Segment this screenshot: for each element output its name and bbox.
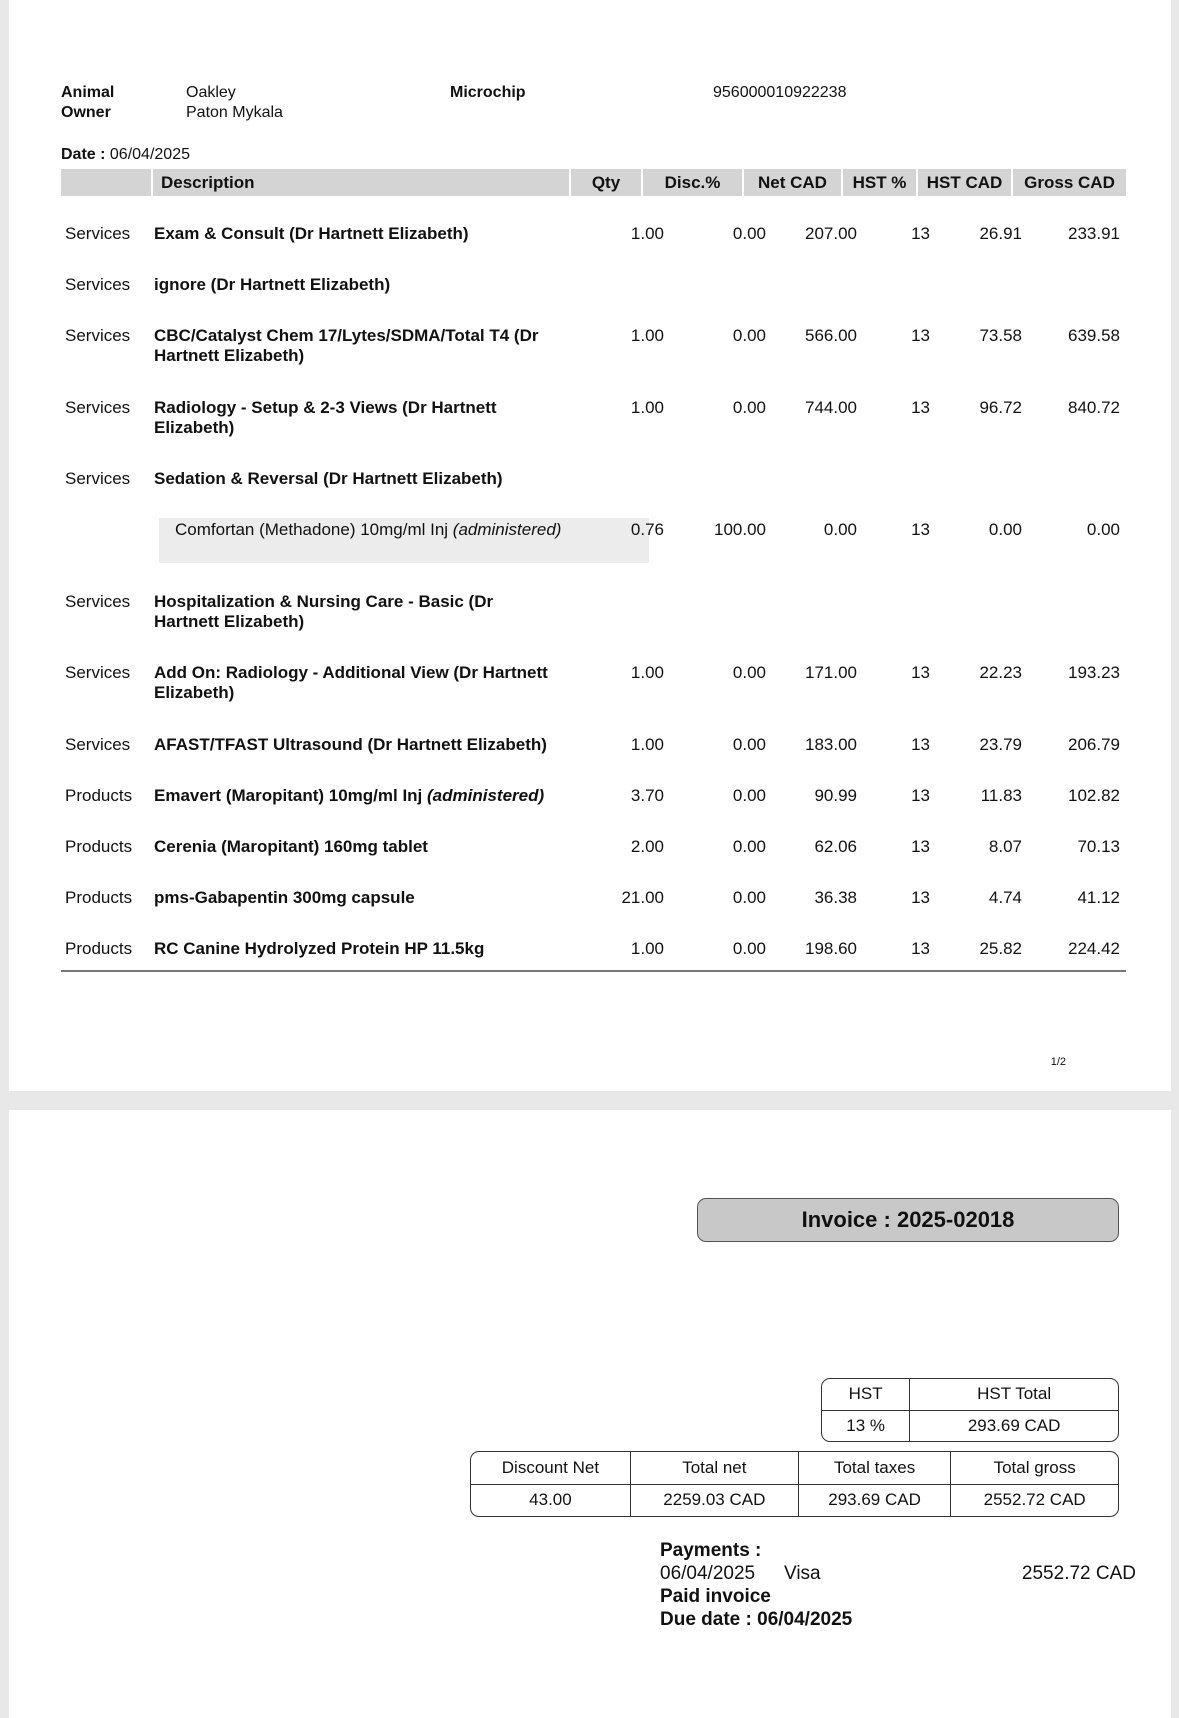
total-gross-value: 2552.72 CAD: [951, 1484, 1118, 1516]
total-taxes-value: 293.69 CAD: [798, 1484, 951, 1516]
row-category: Services: [65, 275, 131, 294]
row-hst-cad: 73.58: [979, 326, 1022, 345]
row-disc: 0.00: [732, 888, 766, 907]
row-hst-cad: 0.00: [988, 520, 1022, 539]
hst-total-value: 293.69 CAD: [910, 1410, 1118, 1441]
row-qty: 1.00: [630, 326, 664, 345]
page-number: 1/2: [1050, 1056, 1066, 1068]
row-description: ignore (Dr Hartnett Elizabeth): [154, 275, 391, 294]
animal-label: Animal: [61, 84, 115, 101]
sub-item-note: (administered): [452, 520, 562, 539]
row-disc: 0.00: [732, 663, 766, 682]
row-net: 90.99: [814, 786, 857, 805]
payment-date: 06/04/2025: [660, 1563, 756, 1584]
col-hst-pct: HST %: [841, 169, 916, 196]
row-net: 198.60: [805, 939, 857, 958]
animal-value: Oakley: [186, 84, 236, 101]
row-hst-cad: 11.83: [980, 786, 1022, 805]
row-category: Services: [65, 398, 131, 417]
payments-label: Payments :: [660, 1540, 762, 1561]
row-hst-cad: 23.79: [979, 735, 1022, 754]
col-qty: Qty: [569, 169, 641, 196]
col-hst-cad: HST CAD: [916, 169, 1011, 196]
row-description: pms-Gabapentin 300mg capsule: [154, 888, 415, 907]
row-description: [154, 786, 584, 806]
microchip-value: 956000010922238: [713, 84, 847, 101]
invoice-title: Invoice : 2025-02018: [697, 1198, 1119, 1242]
row-hst-pct: 13: [911, 888, 930, 907]
row-hst-pct: 13: [911, 520, 930, 539]
col-disc: Disc.%: [641, 169, 742, 196]
row-qty: 0.76: [630, 520, 664, 539]
row-description: Radiology - Setup & 2-3 Views (Dr Hartnett Elizabeth): [154, 398, 497, 437]
row-net: 62.06: [814, 837, 857, 856]
row-hst-cad: 4.74: [988, 888, 1022, 907]
row-gross: 639.58: [1068, 326, 1120, 345]
row-description: Hospitalization & Nursing Care - Basic (Dr Hartnett Elizabeth): [154, 592, 494, 631]
row-description: Exam & Consult (Dr Hartnett Elizabeth): [154, 224, 469, 243]
row-description: [175, 520, 595, 540]
col-net: Net CAD: [742, 169, 841, 196]
total-net-header: Total net: [630, 1452, 798, 1484]
discount-net-value: 43.00: [471, 1484, 630, 1516]
row-gross: 206.79: [1068, 735, 1120, 754]
owner-value: Paton Mykala: [186, 104, 283, 121]
row-gross: 193.23: [1068, 663, 1120, 682]
row-disc: 0.00: [732, 939, 766, 958]
row-disc: 0.00: [732, 837, 766, 856]
total-taxes-header: Total taxes: [798, 1452, 951, 1484]
row-description: CBC/Catalyst Chem 17/Lytes/SDMA/Total T4 (Dr Hartnett Elizabeth): [154, 326, 539, 365]
discount-net-header: Discount Net: [471, 1452, 630, 1484]
row-hst-pct: 13: [911, 939, 930, 958]
row-hst-pct: 13: [911, 837, 930, 856]
row-hst-cad: 26.91: [979, 224, 1022, 243]
totals-table: [470, 1451, 1119, 1517]
sub-item-name: Comfortan (Methadone) 10mg/ml Inj: [175, 520, 449, 539]
owner-label: Owner: [61, 104, 111, 121]
date-value: 06/04/2025: [109, 146, 190, 163]
row-category: Services: [65, 663, 131, 682]
row-hst-pct: 13: [911, 735, 930, 754]
invoice-page-2: [9, 1110, 1171, 1718]
row-gross: 233.91: [1068, 224, 1120, 243]
row-hst-cad: 96.72: [979, 398, 1022, 417]
row-hst-cad: 22.23: [979, 663, 1022, 682]
hst-total-header: HST Total: [910, 1379, 1118, 1410]
col-category: [61, 169, 151, 196]
hst-summary-table: [821, 1378, 1119, 1442]
row-category: Services: [65, 224, 131, 243]
row-net: 0.00: [823, 520, 857, 539]
row-category: Products: [65, 939, 133, 958]
hst-rate: 13 %: [822, 1410, 910, 1441]
microchip-label: Microchip: [450, 84, 526, 101]
row-hst-pct: 13: [911, 326, 930, 345]
row-category: Services: [65, 469, 131, 488]
row-disc: 100.00: [714, 520, 766, 539]
row-description: Cerenia (Maropitant) 160mg tablet: [154, 837, 428, 856]
row-qty: 1.00: [630, 735, 664, 754]
row-category: Services: [65, 735, 131, 754]
hst-header: HST: [822, 1379, 910, 1410]
row-qty: 1.00: [630, 663, 664, 682]
item-name: Emavert (Maropitant) 10mg/ml Inj: [154, 786, 423, 805]
row-qty: 1.00: [630, 398, 664, 417]
payment-method: Visa: [784, 1563, 821, 1584]
row-net: 566.00: [805, 326, 857, 345]
col-gross: Gross CAD: [1011, 169, 1126, 196]
row-qty: 3.70: [630, 786, 664, 805]
row-net: 171.00: [805, 663, 857, 682]
row-hst-cad: 8.07: [988, 837, 1022, 856]
row-hst-cad: 25.82: [979, 939, 1022, 958]
date-label: Date :: [61, 146, 106, 163]
row-category: Products: [65, 837, 133, 856]
row-disc: 0.00: [732, 224, 766, 243]
row-gross: 70.13: [1077, 837, 1120, 856]
row-hst-pct: 13: [911, 224, 930, 243]
row-net: 744.00: [805, 398, 857, 417]
paid-status: Paid invoice: [660, 1586, 771, 1607]
payment-amount: 2552.72 CAD: [1021, 1563, 1136, 1584]
row-qty: 1.00: [630, 939, 664, 958]
total-net-value: 2259.03 CAD: [630, 1484, 798, 1516]
row-net: 36.38: [814, 888, 857, 907]
row-gross: 224.42: [1068, 939, 1120, 958]
row-description: AFAST/TFAST Ultrasound (Dr Hartnett Elizabeth): [154, 735, 547, 754]
row-hst-pct: 13: [911, 663, 930, 682]
row-qty: 21.00: [621, 888, 664, 907]
row-gross: 102.82: [1068, 786, 1120, 805]
col-description: Description: [151, 169, 569, 196]
row-category: Services: [65, 326, 131, 345]
row-category: Products: [65, 888, 133, 907]
item-note: (administered): [427, 786, 545, 805]
table-bottom-rule: [61, 970, 1126, 972]
row-category: Products: [65, 786, 133, 805]
invoice-page-1: [9, 0, 1171, 1091]
row-disc: 0.00: [732, 398, 766, 417]
row-disc: 0.00: [732, 326, 766, 345]
row-hst-pct: 13: [911, 786, 930, 805]
invoice-date: [61, 146, 190, 164]
row-category: Services: [65, 592, 131, 611]
row-disc: 0.00: [732, 786, 766, 805]
row-description: Sedation & Reversal (Dr Hartnett Elizabeth): [154, 469, 503, 488]
row-hst-pct: 13: [911, 398, 930, 417]
row-description: RC Canine Hydrolyzed Protein HP 11.5kg: [154, 939, 485, 958]
row-gross: 840.72: [1068, 398, 1120, 417]
row-qty: 2.00: [630, 837, 664, 856]
row-disc: 0.00: [732, 735, 766, 754]
due-date: Due date : 06/04/2025: [660, 1609, 853, 1630]
total-gross-header: Total gross: [951, 1452, 1118, 1484]
row-gross: 0.00: [1086, 520, 1120, 539]
row-description: Add On: Radiology - Additional View (Dr Hartnett Elizabeth): [154, 663, 548, 702]
row-net: 183.00: [805, 735, 857, 754]
row-qty: 1.00: [630, 224, 664, 243]
items-table-header: [61, 169, 1126, 196]
row-gross: 41.12: [1077, 888, 1120, 907]
row-net: 207.00: [805, 224, 857, 243]
